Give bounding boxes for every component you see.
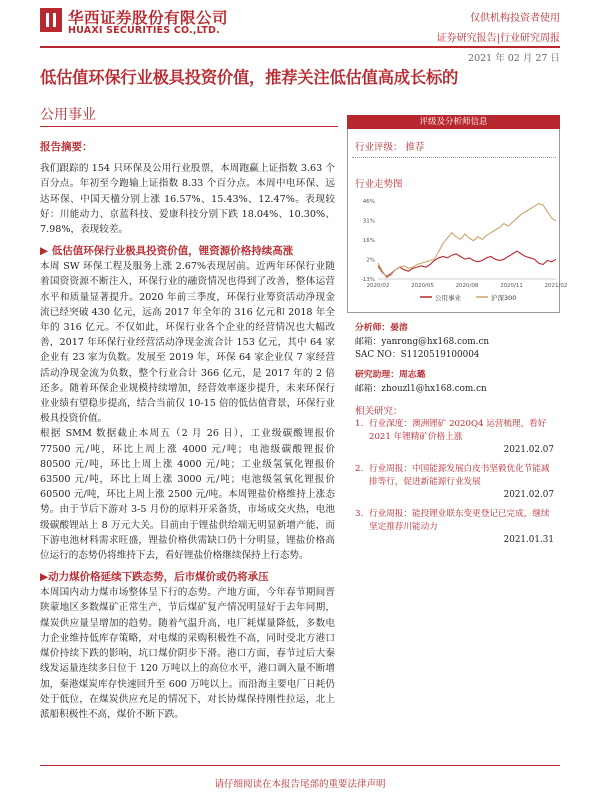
related-item[interactable] [355, 418, 555, 444]
related-research-heading: 相关研究： [355, 406, 403, 417]
related-item-title[interactable]: 行业周报：能投锂业联东变更登记已完成，继续坚定推荐川能动力 [369, 509, 550, 532]
assistant-label: 研究助理： [355, 370, 399, 380]
section-1-paragraph-1: 本周 SW 环保工程及服务上涨 2.67%表现居前。近两年环保行业随着国资资源不断注入，环保行业的融资情况也得到了改善，整体运营水平和质量显著提升。2020 年前三季度，环保行业筹资活动净现金流已经突破 430 亿元，远高 2017 年全年的 316 亿元和 2018 年全年的 316 亿元。不仅如此，环保行业各个企业的经营情况也大幅改善，2017 年环保行业经营活动净现金流合计 153 亿元，其中 64 家企业有 23 家为负数。发展至 2019 年，环保 64 家企业仅 7 家经营活动净现金流为负数，整个行业合计 366 亿元，是 2017 年的 2 倍还多。随着环保企业规模持续增加，经营效率逐步提升，未来环保行业业绩有望稳步提高，结合当前仅 10-15 倍的低估值背景，环保行业极具投资价值。 [40, 261, 335, 425]
y-tick-label: 31% [362, 218, 375, 225]
legend-label-csi300: 沪深300 [491, 294, 517, 302]
section-2-title: ▶动力煤价格延续下跌态势，后市煤价或仍将承压 [40, 571, 269, 584]
related-item-number: 1. [355, 419, 364, 429]
sector-name: 公用事业 [40, 107, 96, 123]
series-line-csi300 [378, 204, 556, 278]
related-item[interactable] [355, 463, 555, 489]
report-type: 证券研究报告|行业研究周报 [436, 33, 560, 44]
assistant-name: 周志璐 [399, 370, 426, 380]
x-tick-label: 2020/05 [411, 283, 434, 289]
report-date: 2021 年 02 月 27 日 [468, 53, 560, 64]
audience-note: 仅供机构投资者使用 [470, 13, 560, 24]
related-item[interactable] [355, 508, 555, 534]
analyst-1 [355, 322, 408, 335]
company-name-cn: 华西证券股份有限公司 [68, 9, 229, 27]
x-tick-label: 2020/11 [500, 283, 523, 289]
analyst-label: 分析师： [355, 323, 391, 333]
related-item-title[interactable]: 行业周报：中国能源发展白皮书坚毅优化节能减排等行，促进新能源行业发展 [369, 464, 550, 487]
related-item-date: 2021.02.07 [503, 490, 554, 500]
rating-divider [352, 157, 556, 158]
y-tick-label: -13% [360, 277, 375, 283]
rating-box-title: 评级及分析师信息 [347, 115, 560, 129]
analyst-name: 晏溶 [390, 323, 408, 333]
summary-heading: 报告摘要： [40, 141, 93, 153]
x-tick-label: 2020/02 [366, 283, 390, 289]
analyst-sac-number: SAC NO：S1120519100004 [355, 350, 480, 360]
industry-rating: 行业评级： 推荐 [355, 142, 425, 153]
related-item-number: 2. [355, 464, 364, 474]
legend-label-utilities: 公用事业 [435, 294, 461, 302]
header-divider [40, 46, 560, 48]
section-1-title: ▶ 低估值环保行业极具投资价值，锂资源价格持续高涨 [40, 245, 294, 258]
x-tick-label: 2021/02 [544, 283, 568, 289]
section-2-paragraph-1: 本周国内动力煤市场整体呈下行的态势。产地方面，今年春节期间晋陕蒙地区多数煤矿正常生产，节后煤矿复产情况明显好于去年同期，煤炭供应量呈增加的趋势。随着气温升高，电厂耗煤量降低，多数电力企业维持低库存策略，对电煤的采购积极性不高，同时受北方港口煤价持续下跌的影响，坑口煤价阴步下滑。港口方面，春节过后大秦线发运量连续多日位于 120 万吨以上的高位水平，港口调入量不断增加，秦港煤炭库存快速回升至 600 万吨以上。而沿海主要电厂日耗仍处于低位，在煤炭供应充足的情况下，对长协煤保持刚性拉运，北上派船积极性不高，煤价不断下跌。 [40, 587, 335, 720]
y-tick-label: 2% [366, 257, 375, 264]
analyst-email[interactable]: 邮箱：yanrong@hx168.com.cn [355, 337, 490, 347]
y-tick-label: 46% [362, 199, 375, 205]
related-item-date: 2021.02.07 [503, 445, 554, 455]
y-tick-label: 16% [362, 238, 375, 244]
related-item-number: 3. [355, 509, 364, 519]
x-tick-label: 2020/08 [455, 283, 479, 289]
summary-intro: 我们跟踪的 154 只环保及公用行业股票，本周跑赢上证指数 3.63 个百分点。年初至今跑输上证指数 8.33 个百分点。本周中电环保、远达环保、中国天楹分别上涨 16.57%、15.43%、12.47%。表现较好：川能动力、京蓝科技、爱康科技分别下跌 18.04%、10.30%、7.98%，表现较差。 [40, 163, 335, 236]
company-logo-icon [40, 8, 62, 32]
footer-divider [40, 765, 560, 766]
sector-divider [40, 126, 338, 127]
related-item-date: 2021.01.31 [503, 535, 554, 545]
section-1-paragraph-2: 根据 SMM 数据截止本周五（2 月 26 日），工业级碳酸锂报价 77500 元/吨，环比上周上涨 4000 元/吨；电池级碳酸锂报价 80500 元/吨，环比上周上涨 4000 元/吨；工业级氢氧化锂报价 63500 元/吨，环比上周上涨 3000 元/吨；电池级氢氧化锂报价 60500 元/吨，环比上周上涨 2500 元/吨。本周锂盐价格维持上涨态势。由于节后下游对 3-5 月份的原料开采备货，市场成交火热，电池级碳酸锂站上 8 万元大关。目前由于锂盐供给端无明显新增产能，而下游电池材料需求旺盛，锂盐价格供需缺口仍十分明显，锂盐价格高位运行的态势仍将维持下去，看好锂盐价格继续保持上行态势。 [40, 428, 335, 562]
trend-chart-label: 行业走势图 [355, 179, 403, 190]
assistant [355, 369, 425, 382]
series-line-utilities [378, 251, 556, 276]
assistant-email[interactable]: 邮箱：zhouzl1@hx168.com.cn [355, 384, 487, 394]
related-item-title[interactable]: 行业深度：澳洲锂矿 2020Q4 运营梳理，看好 2021 年锂精矿价格上涨 [369, 419, 547, 442]
company-name-en: HUAXI SECURITIES CO.,LTD. [68, 25, 220, 36]
main-content [40, 140, 335, 722]
industry-trend-chart [352, 195, 568, 307]
legal-notice[interactable]: 请仔细阅读在本报告尾部的重要法律声明 [214, 779, 386, 790]
report-title: 低估值环保行业极具投资价值，推荐关注低估值高成长标的 [40, 68, 459, 87]
